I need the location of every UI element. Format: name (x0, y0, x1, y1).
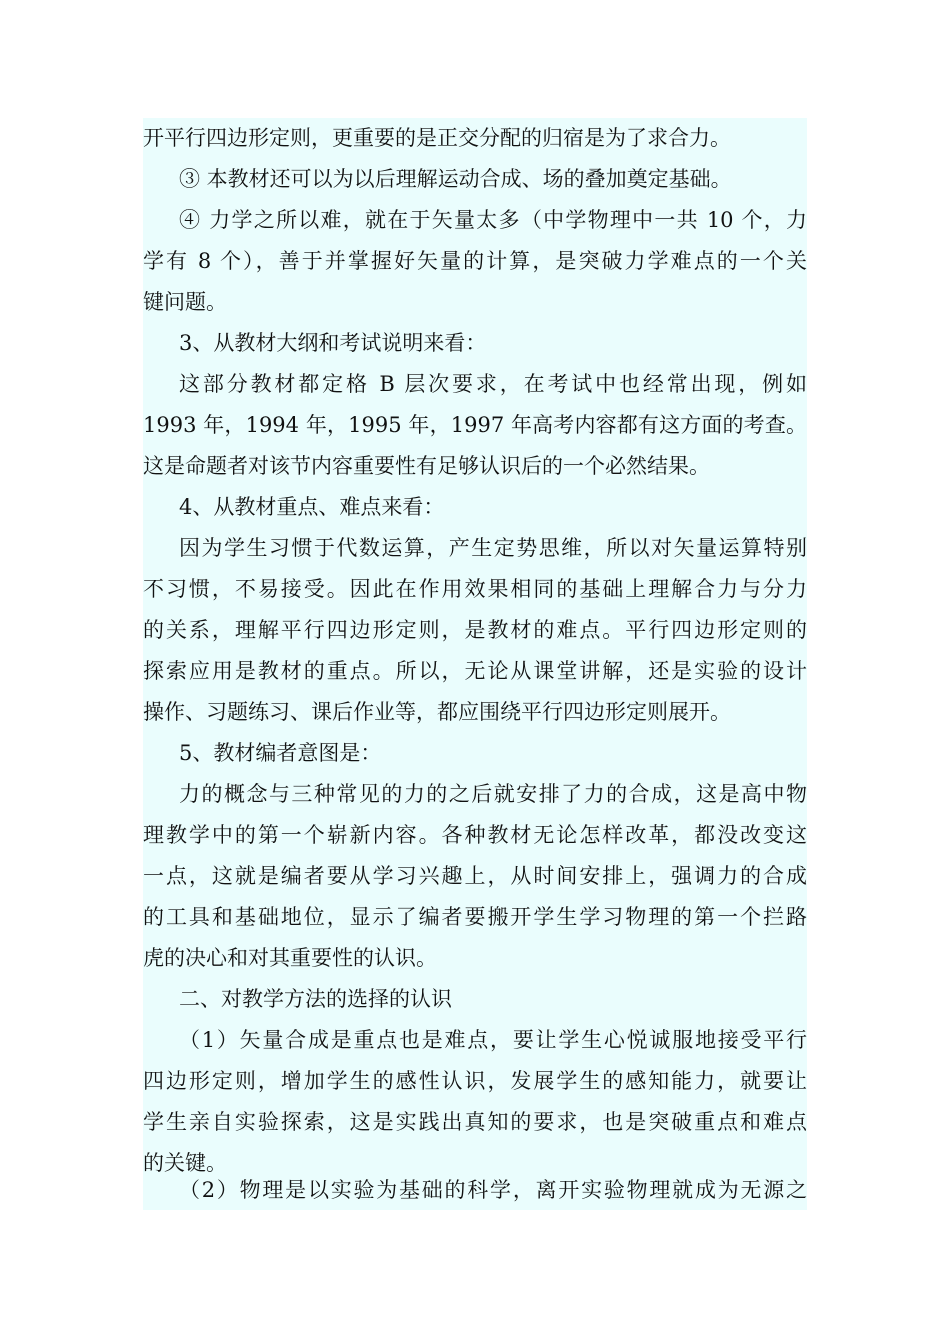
section-heading: 4、从教材重点、难点来看： (179, 495, 445, 519)
section-heading: 二、对教学方法的选择的认识 (179, 987, 452, 1011)
text-line: 操作、习题练习、课后作业等，都应围绕平行四边形定则展开。 (143, 700, 731, 724)
text-line: 力的概念与三种常见的力的之后就安排了力的合成，这是高中物 (179, 782, 807, 806)
text-line: 不习惯，不易接受。因此在作用效果相同的基础上理解合力与分力 (143, 577, 807, 601)
text-line: 开平行四边形定则，更重要的是正交分配的归宿是为了求合力。 (143, 126, 731, 150)
section-heading: 5、教材编者意图是： (179, 741, 382, 765)
text-line: 这是命题者对该节内容重要性有足够认识后的一个必然结果。 (143, 454, 710, 478)
text-line: 四边形定则，增加学生的感性认识，发展学生的感知能力，就要让 (143, 1069, 807, 1093)
text-line: 学有 8 个），善于并掌握好矢量的计算，是突破力学难点的一个关 (143, 249, 807, 273)
text-line: 因为学生习惯于代数运算，产生定势思维，所以对矢量运算特别 (179, 536, 807, 560)
text-line: 虎的决心和对其重要性的认识。 (143, 946, 437, 970)
text-line: （1）矢量合成是重点也是难点，要让学生心悦诚服地接受平行 (179, 1028, 807, 1052)
text-line: 1993 年，1994 年，1995 年，1997 年高考内容都有这方面的考查。 (143, 413, 807, 437)
text-line: 的关键。 (143, 1151, 227, 1175)
text-line: 的工具和基础地位，显示了编者要搬开学生学习物理的第一个拦路 (143, 905, 807, 929)
text-body (143, 118, 807, 1210)
text-line: 键问题。 (143, 290, 227, 314)
text-line: 探索应用是教材的重点。所以，无论从课堂讲解，还是实验的设计 (143, 659, 807, 683)
section-heading: 3、从教材大纲和考试说明来看： (179, 331, 487, 355)
text-line: 这部分教材都定格 B 层次要求，在考试中也经常出现，例如 (179, 372, 807, 396)
text-line: 的关系，理解平行四边形定则，是教材的难点。平行四边形定则的 (143, 618, 807, 642)
text-line: ④ 力学之所以难，就在于矢量太多（中学物理中一共 10 个，力 (179, 208, 807, 232)
text-line: ③ 本教材还可以为以后理解运动合成、场的叠加奠定基础。 (179, 167, 732, 191)
text-line: 一点，这就是编者要从学习兴趣上，从时间安排上，强调力的合成 (143, 864, 807, 888)
text-line: 理教学中的第一个崭新内容。各种教材无论怎样改革，都没改变这 (143, 823, 807, 847)
text-line: （2）物理是以实验为基础的科学，离开实验物理就成为无源之 (179, 1178, 807, 1202)
text-line: 学生亲自实验探索，这是实践出真知的要求，也是突破重点和难点 (143, 1110, 807, 1134)
